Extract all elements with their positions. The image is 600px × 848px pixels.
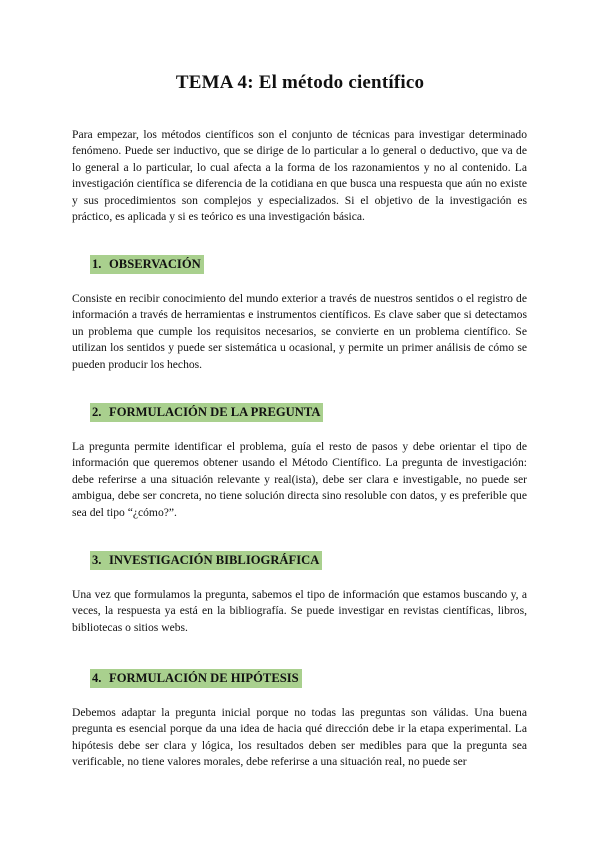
- section-paragraph-observacion: Consiste en recibir conocimiento del mundo exterior a través de nuestros sentidos o el registro de información a través de herramientas e instrumentos científicos. Es clave saber que si detectamos un problema que cumple los requisitos necesarios, se convierte en un problema científico. Se utilizan los sentidos y puede ser sistemática u ocasional, y permite un primer análisis de cómo se pueden producir los hechos.: [72, 292, 527, 371]
- section-heading-observacion: [90, 255, 204, 274]
- intro-paragraph: Para empezar, los métodos científicos son el conjunto de técnicas para investigar determinado fenómeno. Puede ser inductivo, que se dirige de lo particular a lo general o deductivo, que va de lo general a lo particular, lo cual afecta a la forma de los razonamientos y no al contenido. La investigación científica se diferencia de la cotidiana en que busca una respuesta que aún no existe y sus procedimientos son complejos y especializados. Si el objetivo de la investigación es práctico, es aplicada y si es teórico es una investigación básica.: [72, 128, 527, 224]
- document-title: TEMA 4: El método científico: [175, 72, 425, 93]
- section-heading-investigacion-bibliografica: [90, 551, 322, 570]
- section-number: 1.: [92, 257, 102, 271]
- section-paragraph-investigacion-bibliografica: Una vez que formulamos la pregunta, sabemos el tipo de información que estamos buscando y, a veces, la respuesta ya está en la bibliografía. Se puede investigar en revistas científicas, libros, bibliotecas o sitios webs.: [72, 588, 527, 634]
- section-heading-formulacion-pregunta: [90, 403, 323, 422]
- section-title: FORMULACIÓN DE HIPÓTESIS: [109, 671, 299, 685]
- section-heading-formulacion-hipotesis: [90, 669, 302, 688]
- section-number: 3.: [92, 553, 102, 567]
- section-paragraph-formulacion-hipotesis: Debemos adaptar la pregunta inicial porque no todas las preguntas son válidas. Una buena pregunta es esencial porque da una idea de hacia qué dirección debe ir la etapa experimental. La hipótesis debe ser clara y lógica, los resultados deben ser medibles para que la pregunta sea verificable, no tiene valores morales, debe referirse a una situación real, no puede ser: [72, 706, 527, 769]
- section-title: OBSERVACIÓN: [109, 257, 201, 271]
- section-number: 4.: [92, 671, 102, 685]
- section-paragraph-formulacion-pregunta: La pregunta permite identificar el problema, guía el resto de pasos y debe orientar el tipo de información que queremos obtener usando el Método Científico. La pregunta de investigación: debe referirse a una situación relevante y real(ista), debe ser clara e investigable, no puede ser ambigua, debe ser concreta, no tiene solución directa sino resoluble con datos, y es preferible que sea del tipo “¿cómo?”.: [72, 440, 527, 519]
- section-title: FORMULACIÓN DE LA PREGUNTA: [109, 405, 321, 419]
- section-title: INVESTIGACIÓN BIBLIOGRÁFICA: [109, 553, 320, 567]
- section-number: 2.: [92, 405, 102, 419]
